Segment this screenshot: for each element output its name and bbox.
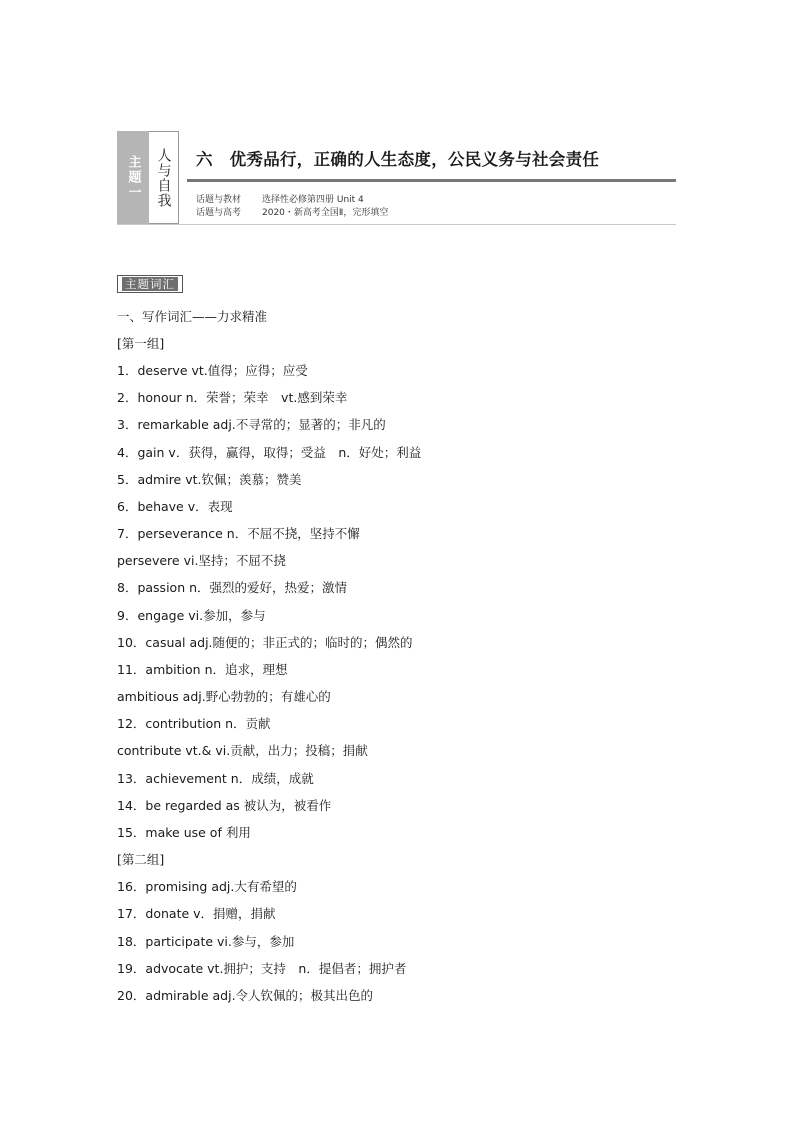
header-divider (117, 224, 676, 225)
page-title: 六 优秀品行，正确的人生态度，公民义务与社会责任 (196, 150, 600, 169)
meta-label: 话题与高考 (196, 208, 242, 218)
vocab-item: 7．perseverance n．不屈不挠，坚持不懈 (117, 526, 360, 541)
vocab-item: 20．admirable adj.令人钦佩的；极其出色的 (117, 988, 374, 1003)
meta-value: 2020・新高考全国Ⅱ，完形填空 (262, 208, 389, 218)
vocab-item: 16．promising adj.大有希望的 (117, 879, 297, 894)
meta-label: 话题与教材 (196, 195, 242, 205)
meta-exam (196, 205, 388, 218)
meta-value: 选择性必修第四册 Unit 4 (262, 195, 364, 205)
vocab-item: 12．contribution n．贡献 (117, 716, 271, 731)
vocab-item: 4．gain v．获得，赢得，取得；受益 n．好处；利益 (117, 445, 422, 460)
vocab-item: 3．remarkable adj.不寻常的；显著的；非凡的 (117, 417, 386, 432)
vocab-item: 8．passion n．强烈的爱好，热爱；激情 (117, 580, 348, 595)
meta-textbook (196, 192, 364, 205)
vocab-item: persevere vi.坚持；不屈不挠 (117, 553, 286, 568)
vocab-item: 1．deserve vt.值得；应得；应受 (117, 363, 308, 378)
vocab-item: 18．participate vi.参与，参加 (117, 934, 295, 949)
section-badge-label: 主题词汇 (122, 277, 178, 291)
group-heading: [第二组] (117, 852, 165, 867)
vocab-item: 10．casual adj.随便的；非正式的；临时的；偶然的 (117, 635, 413, 650)
vocab-item: 13．achievement n．成绩，成就 (117, 771, 314, 786)
theme-label: 主题一 (117, 131, 149, 224)
section-badge (117, 275, 183, 293)
vocab-item: contribute vt.& vi.贡献，出力；投稿；捐献 (117, 743, 368, 758)
vocab-item: 9．engage vi.参加，参与 (117, 608, 266, 623)
vocab-item: 17．donate v．捐赠，捐献 (117, 906, 276, 921)
section-heading: 一、写作词汇——力求精准 (117, 309, 268, 324)
vocab-item: 5．admire vt.钦佩；羡慕；赞美 (117, 472, 302, 487)
vocab-item: 11．ambition n．追求，理想 (117, 662, 288, 677)
title-rule (187, 179, 676, 182)
theme-name: 人与自我 (149, 131, 179, 224)
vocab-item: 6．behave v．表现 (117, 499, 233, 514)
topic-header (117, 131, 676, 225)
vocab-item: 2．honour n．荣誉；荣幸 vt.感到荣幸 (117, 390, 348, 405)
group-heading: [第一组] (117, 336, 165, 351)
vocab-item: 15．make use of 利用 (117, 825, 251, 840)
vocab-item: 19．advocate vt.拥护；支持 n．提倡者；拥护者 (117, 961, 407, 976)
vocab-item: ambitious adj.野心勃勃的；有雄心的 (117, 689, 331, 704)
vocab-item: 14．be regarded as 被认为，被看作 (117, 798, 332, 813)
